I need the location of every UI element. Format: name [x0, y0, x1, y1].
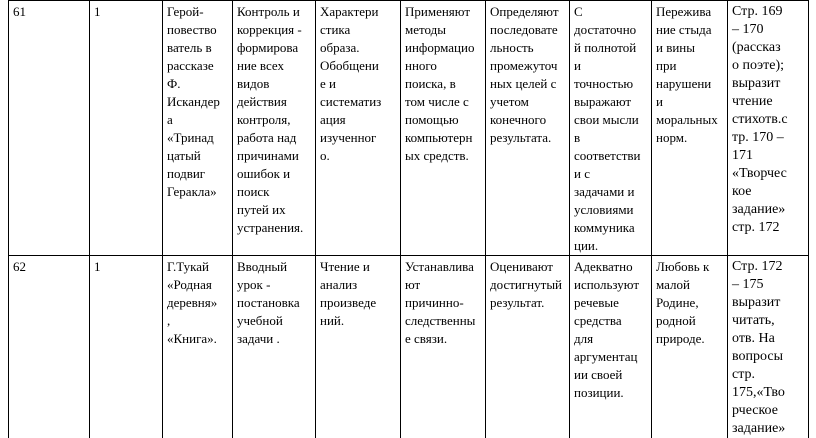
regulative-cell: Определяют последовате льность промежуточ ных целей с учетом конечного результата.	[486, 1, 570, 256]
topic-cell: Г.Тукай «Родная деревня» , «Книга».	[163, 256, 233, 438]
hours-cell: 1	[90, 1, 163, 256]
table-row	[9, 1, 809, 256]
regulative-cell: Оценивают достигнутый результат.	[486, 256, 570, 438]
subject-results-cell: Чтение и анализ произведе ний.	[316, 256, 401, 438]
personal-cell: Пережива ние стыда и вины при нарушени и моральных норм.	[652, 1, 728, 256]
lesson-type-cell: Контроль и коррекция - формирова ние всех видов действия контроля, работа над причинами ошибок и поиск путей их устранения.	[233, 1, 316, 256]
lesson-type-cell: Вводный урок - постановка учебной задачи .	[233, 256, 316, 438]
lesson-number-cell: 62	[9, 256, 90, 438]
homework-cell: Стр. 172 – 175 выразит читать, отв. На вопросы стр. 175,«Тво рческое задание»	[728, 256, 809, 438]
personal-cell: Любовь к малой Родине, родной природе.	[652, 256, 728, 438]
hours-cell: 1	[90, 256, 163, 438]
subject-results-cell: Характери стика образа. Обобщени е и систематиз ация изученног о.	[316, 1, 401, 256]
cognitive-cell: Применяют методы информацио нного поиска, в том числе с помощью компьютерн ых средств.	[401, 1, 486, 256]
topic-cell: Герой- повество ватель в рассказе Ф. Искандер а «Тринад цатый подвиг Геракла»	[163, 1, 233, 256]
lesson-number-cell: 61	[9, 1, 90, 256]
communicative-cell: Адекватно используют речевые средства для аргументац ии своей позиции.	[570, 256, 652, 438]
communicative-cell: С достаточно й полнотой и точностью выражают свои мысли в соответстви и с задачами и условиями коммуника ции.	[570, 1, 652, 256]
cognitive-cell: Устанавлива ют причинно- следственны е связи.	[401, 256, 486, 438]
table-row	[9, 256, 809, 438]
lesson-plan-table	[8, 0, 809, 438]
homework-cell: Стр. 169 – 170 (рассказ о поэте); выразит чтение стихотв.с тр. 170 – 171 «Творчес кое задание» стр. 172	[728, 1, 809, 256]
